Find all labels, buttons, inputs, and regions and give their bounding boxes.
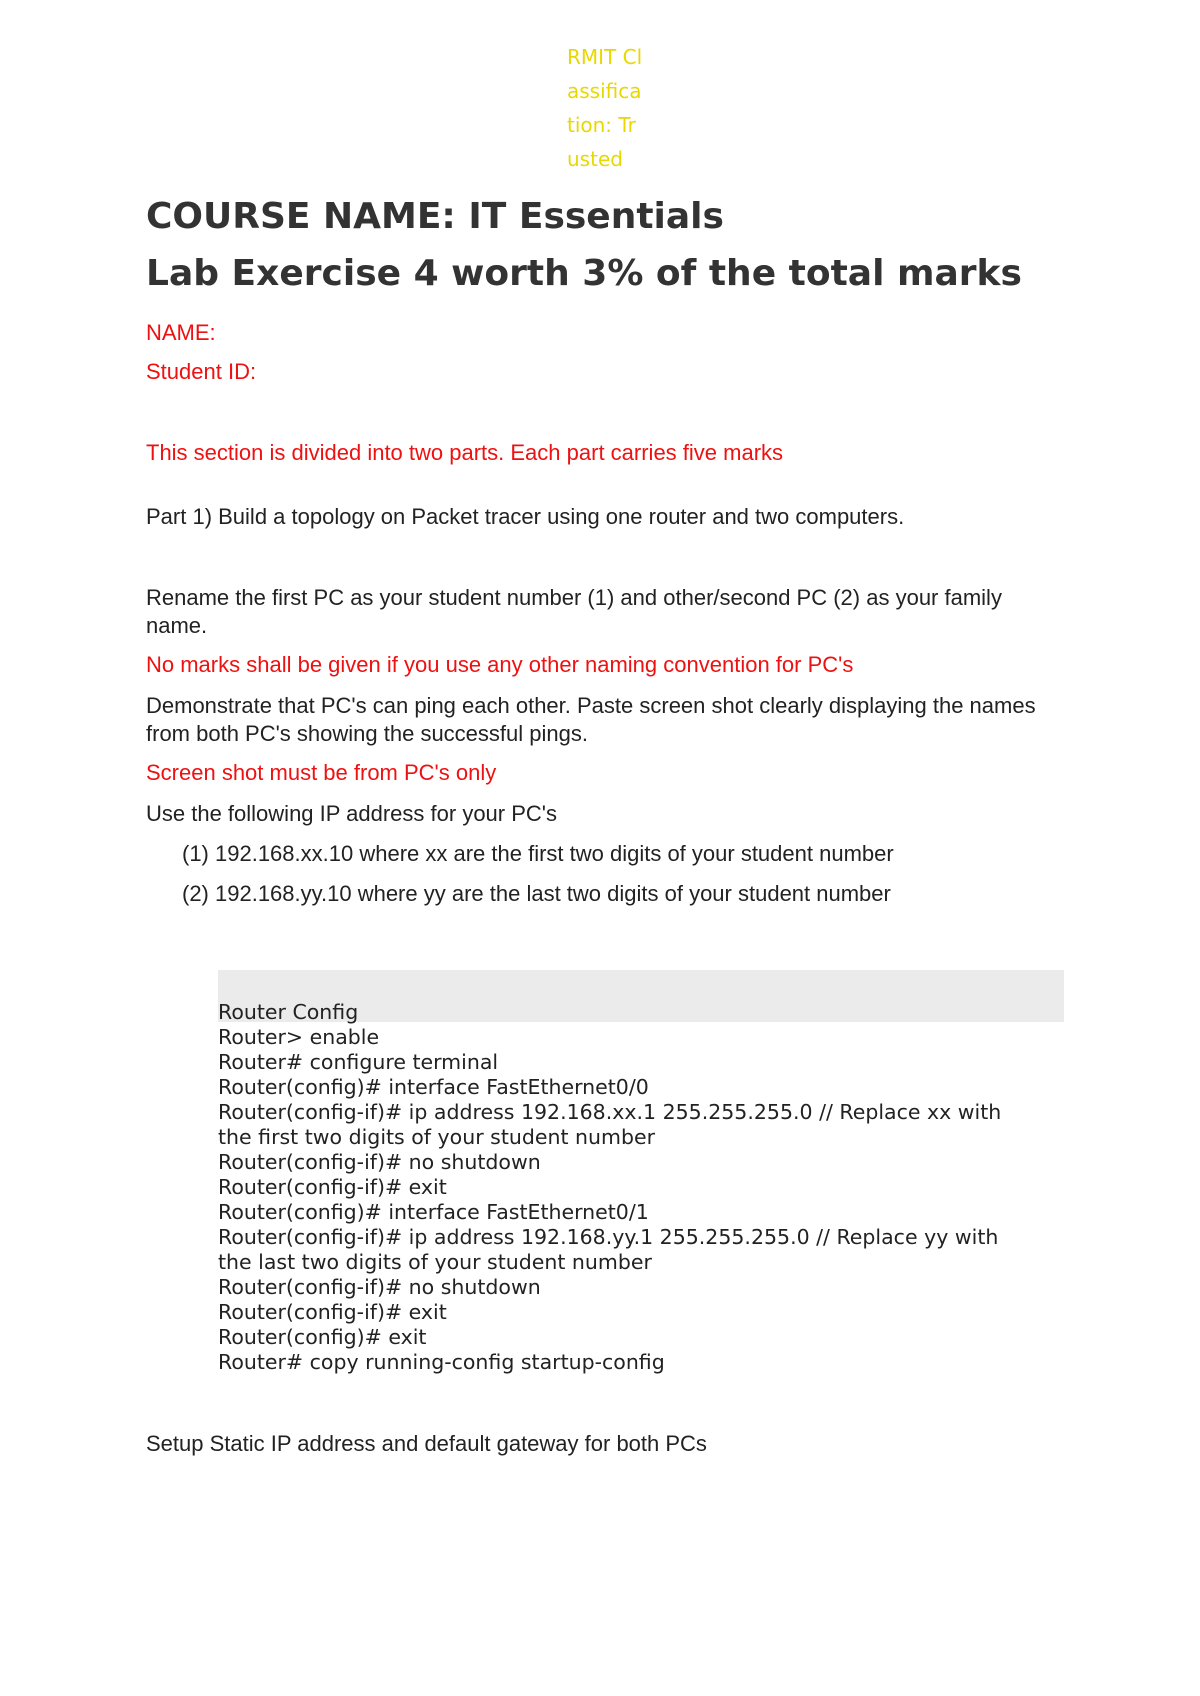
code-line: Router(config-if)# ip address 192.168.xx.1 255.255.255.0 // Replace xx with — [218, 1100, 1002, 1124]
classification-label: RMIT Classification: Trusted — [567, 45, 643, 171]
code-line: Router# copy running-config startup-config — [218, 1350, 665, 1374]
ip-list-item: (2) 192.168.yy.10 where yy are the last two digits of your student number — [182, 881, 891, 906]
section-intro: This section is divided into two parts. Each part carries five marks — [146, 440, 784, 465]
footer-instruction: Setup Static IP address and default gateway for both PCs — [146, 1431, 707, 1456]
ping-instruction: Demonstrate that PC's can ping each other. Paste screen shot clearly displaying the names from both PC's showing the successful pings. — [146, 693, 1036, 746]
code-line: the first two digits of your student number — [218, 1125, 656, 1149]
code-line: Router(config)# interface FastEthernet0/1 — [218, 1200, 649, 1224]
code-line: Router(config-if)# exit — [218, 1300, 447, 1324]
rename-instruction: Rename the first PC as your student number (1) and other/second PC (2) as your family name. — [146, 585, 1002, 638]
name-field-label: NAME: — [146, 320, 216, 345]
exercise-title: Lab Exercise 4 worth 3% of the total marks — [146, 253, 1022, 294]
code-line: Router(config-if)# no shutdown — [218, 1275, 541, 1299]
code-line: Router(config-if)# exit — [218, 1175, 447, 1199]
code-line: the last two digits of your student number — [218, 1250, 652, 1274]
naming-warning: No marks shall be given if you use any other naming convention for PC's — [146, 652, 854, 677]
screenshot-warning: Screen shot must be from PC's only — [146, 760, 497, 785]
code-line: Router(config-if)# ip address 192.168.yy.1 255.255.255.0 // Replace yy with — [218, 1225, 999, 1249]
course-title: COURSE NAME: IT Essentials — [146, 196, 724, 237]
code-line: Router(config-if)# no shutdown — [218, 1150, 541, 1174]
code-line: Router(config)# interface FastEthernet0/0 — [218, 1075, 649, 1099]
student-id-field-label: Student ID: — [146, 359, 257, 384]
code-line: Router# configure terminal — [218, 1050, 499, 1074]
ip-list-item: (1) 192.168.xx.10 where xx are the first two digits of your student number — [182, 841, 894, 866]
code-line: Router Config — [218, 1000, 359, 1024]
ip-intro: Use the following IP address for your PC's — [146, 801, 557, 826]
code-line: Router> enable — [218, 1025, 380, 1049]
code-line: Router(config)# exit — [218, 1325, 427, 1349]
part1-heading: Part 1) Build a topology on Packet tracer using one router and two computers. — [146, 504, 905, 529]
router-config-block — [218, 1000, 1064, 1375]
